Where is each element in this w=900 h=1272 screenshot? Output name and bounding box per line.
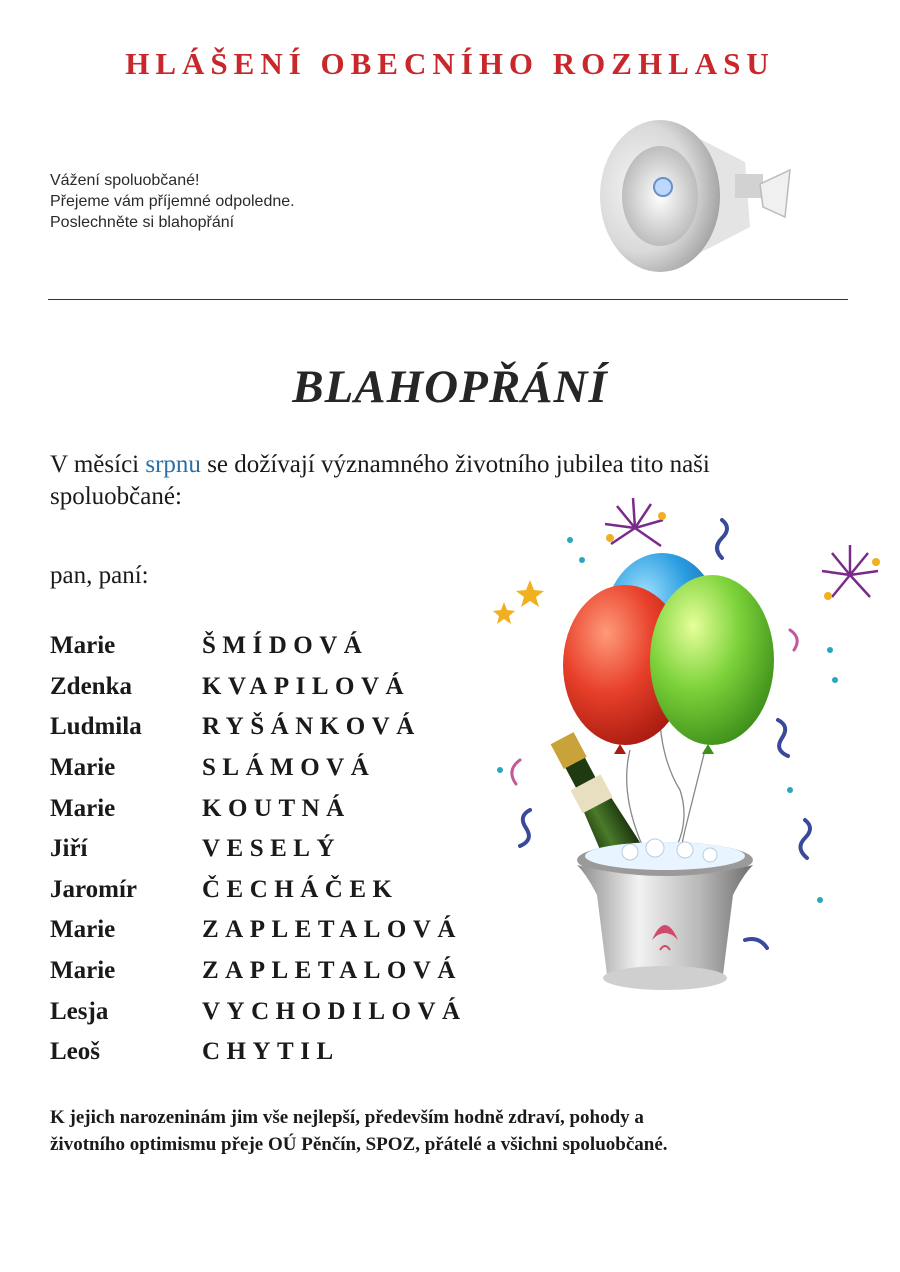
- list-item: [50, 951, 467, 992]
- first-name: Jiří: [50, 835, 88, 863]
- surname: ŠMÍDOVÁ: [202, 632, 369, 660]
- intro-greeting: [50, 170, 295, 233]
- celebration-illustration: [490, 480, 895, 1040]
- page-title: BLAHOPŘÁNÍ: [292, 361, 608, 413]
- list-item: [50, 870, 467, 911]
- first-name: Jaromír: [50, 875, 138, 903]
- first-name: Marie: [50, 632, 116, 660]
- closing-line: K jejich narozeninám jim vše nejlepší, především hodně zdraví, pohody a: [50, 1107, 644, 1128]
- surname: ZAPLETALOVÁ: [202, 916, 462, 944]
- surname: ZAPLETALOVÁ: [202, 957, 462, 985]
- firework-icon: [822, 545, 878, 597]
- first-name: Leoš: [50, 1038, 100, 1066]
- salutation: pan, paní:: [50, 562, 149, 589]
- closing-line: životního optimismu přeje OÚ Pěnčín, SPOZ, přátelé a všichni spoluobčané.: [50, 1134, 668, 1155]
- surname: CHYTIL: [202, 1038, 340, 1066]
- intro-line: Poslechněte si blahopřání: [50, 214, 235, 231]
- first-name: Zdenka: [50, 672, 132, 700]
- surname: RYŠÁNKOVÁ: [202, 713, 421, 741]
- first-name: Marie: [50, 754, 116, 782]
- first-name: Ludmila: [50, 713, 142, 741]
- list-item: [50, 1032, 467, 1073]
- surname: ČECHÁČEK: [202, 875, 399, 903]
- list-item: [50, 707, 467, 748]
- list-item: [50, 788, 467, 829]
- divider: [48, 299, 848, 300]
- balloon-icon: [650, 575, 774, 745]
- lead-paragraph: V měsíci srpnu se dožívají významného životního jubilea tito naši spoluobčané:: [50, 451, 710, 510]
- list-item: [50, 991, 467, 1032]
- list-item: [50, 829, 467, 870]
- surname: KOUTNÁ: [202, 794, 351, 822]
- list-item: [50, 667, 467, 708]
- list-item: [50, 910, 467, 951]
- month-name: srpnu: [145, 451, 201, 478]
- intro-line: Přejeme vám příjemné odpoledne.: [50, 193, 295, 210]
- list-item: [50, 626, 467, 667]
- first-name: Marie: [50, 957, 116, 985]
- first-name: Lesja: [50, 997, 109, 1025]
- surname: SLÁMOVÁ: [202, 754, 376, 782]
- surname: KVAPILOVÁ: [202, 672, 411, 700]
- closing-message: [50, 1104, 870, 1158]
- surname: VYCHODILOVÁ: [202, 997, 467, 1025]
- name-list: [50, 626, 467, 1073]
- list-item: [50, 748, 467, 789]
- announcement-title: HLÁŠENÍ OBECNÍHO ROZHLASU: [125, 46, 775, 81]
- first-name: Marie: [50, 916, 116, 944]
- intro-line: Vážení spoluobčané!: [50, 172, 200, 189]
- surname: VESELÝ: [202, 835, 342, 863]
- megaphone-icon: [585, 112, 800, 282]
- first-name: Marie: [50, 794, 116, 822]
- ice-bucket-icon: [577, 839, 753, 990]
